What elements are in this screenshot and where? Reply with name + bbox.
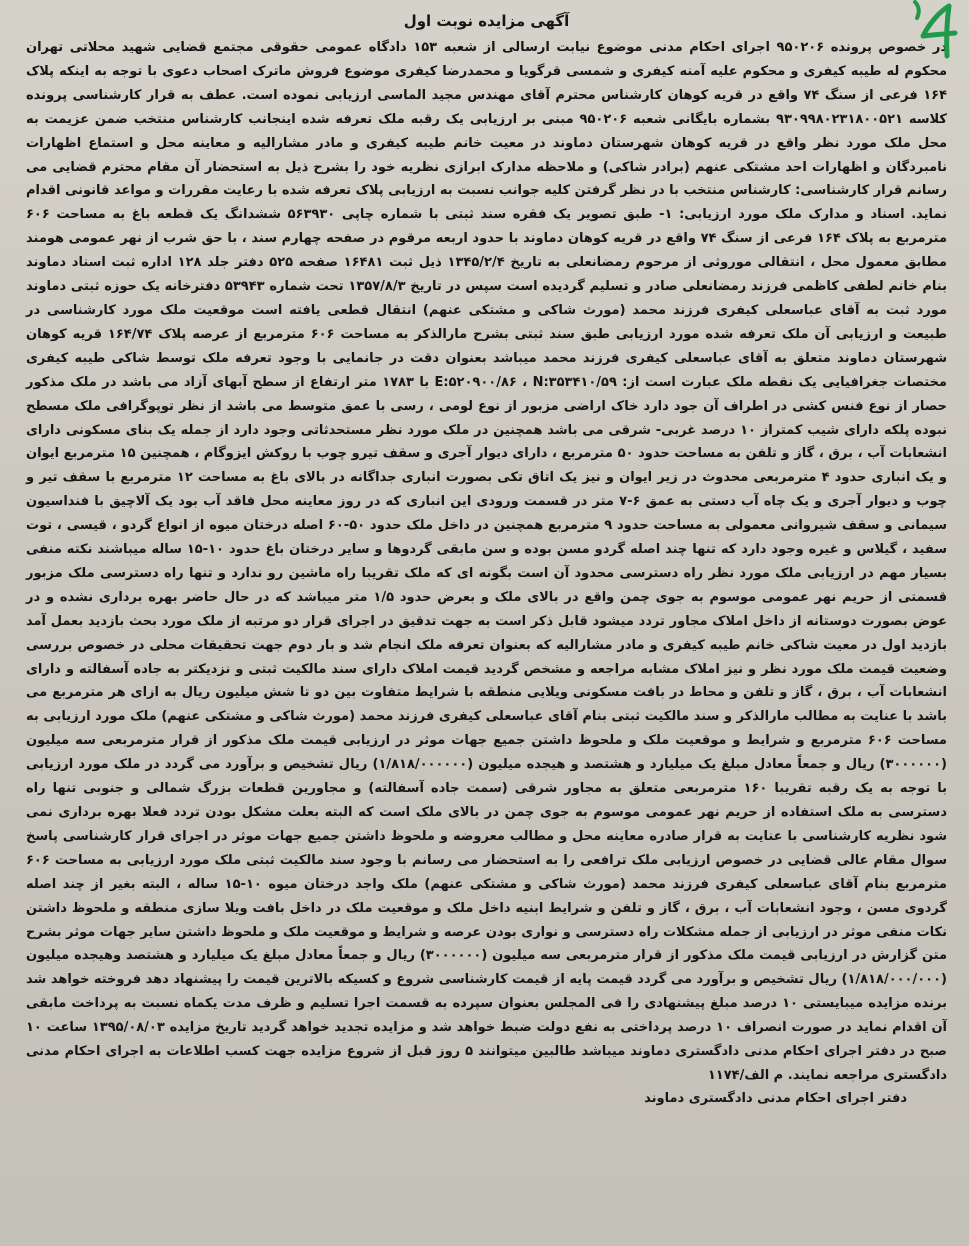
notice-body-text: در خصوص پرونده ۹۵۰۲۰۶ اجرای احکام مدنی موضوع نیابت ارسالی از شعبه ۱۵۳ دادگاه عمومی حقوقی مجتمع قضایی شهید محلاتی تهران محکوم له طیبه کیفری و محکوم علیه آمنه کیفری و شمسی قرگویا و محمدرضا کیفری موضوع فروش ماترک اصحاب دعوی با توجه به اینکه پلاک ۱۶۴ فرعی از سنگ ۷۴ واقع در قریه کوهان کارشناس محترم آقای مهندس مجید الماسی ارزیابی نموده است. عطف به قرار کارشناسی پرونده کلاسه ۹۳۰۹۹۸۰۲۳۱۸۰۰۵۲۱ بشماره بایگانی شعبه ۹۵۰۲۰۶ مبنی بر ارزیابی یک رقبه ملک تعرفه شده اینجانب کارشناس منتخب ضمن عزیمت به محل ملک مورد نظر واقع در قریه کوهان شهرستان دماوند در معیت خانم طیبه کیفری و مادر مشارالیه و معاینه محل و استماع اظهارات نامبردگان و اظهارات احد مشتکی عنهم (برادر شاکی) و ملاحظه مدارک ابرازی نظریه خود را بشرح ذیل به استحضار آن مقام محترم قضایی می رسانم قرار کارشناسی: کارشناس منتخب با در نظر گرفتن کلیه جوانب نسبت به ارزیابی پلاک تعرفه شده با رعایت مقررات و مواعد قانونی اقدام نماید. اسناد و مدارک ملک مورد ارزیابی: ۱- طبق تصویر یک فقره سند ثبتی با شماره چاپی ۵۶۳۹۳۰ ششدانگ یک قطعه باغ به مساحت ۶۰۶ مترمربع به پلاک ۱۶۴ فرعی از سنگ ۷۴ واقع در قریه کوهان دماوند با حدود اربعه مرقوم در صفحه چهارم سند ، با حق شرب از نهر عمومی هومند مطابق معمول محل ، انتقالی موروثی از مرحوم رمضانعلی به تاریخ ۱۳۴۵/۲/۴ ذیل ثبت ۱۶۴۸۱ صفحه ۵۲۵ دفتر جلد ۱۲۸ اداره ثبت اسناد دماوند بنام خانم لطفی کاظمی فرزند رمضانعلی صادر و تسلیم گردیده است سپس در تاریخ ۱۳۵۷/۸/۳ تحت شماره ۵۳۹۴۳ دفترخانه یک حوزه ثبتی دماوند مورد ثبت به آقای عباسعلی کیفری فرزند محمد (مورث شاکی و مشتکی عنهم) انتقال قطعی یافته است موقعیت ملک مورد کارشناسی در طبیعت و ارزیابی آن ملک تعرفه شده مورد ارزیابی طبق سند ثبتی بشرح مارالذکر به مساحت ۶۰۶ مترمربع از عرصه پلاک ۱۶۴/۷۴ قریه کوهان شهرستان دماوند متعلق به آقای عباسعلی کیفری فرزند محمد میباشد بعنوان دقت در جانمایی با وجود تعرفه ملک توسط شاکی طیبه کیفری مختصات جغرافیایی یک نقطه ملک عبارت است از: E:۵۲۰۹۰۰/۸۶ ، N:۳۵۳۴۱۰/۵۹ با ۱۷۸۳ متر ارتفاع از سطح آبهای آزاد می باشد در ملک مذکور حصار از نوع فنس کشی در اطراف آن جود دارد خاک اراضی مزبور از نوع لومی ، رسی با عمق متوسط می باشد از نظر توپوگرافی ملک مسطح نبوده پلکه دارای شیب کمتراز ۱۰ درصد غربی- شرقی می باشد همچنین در ملک مورد نظر مستحدثاتی وجود دارد از جمله یک بنای مسکونی دارای انشعابات آب ، برق ، گاز و تلفن به مساحت حدود ۵۰ مترمربع ، دارای دیوار آجری و سقف تیرو چوب با روکش ایزوگام ، همچنین ۱۵ مترمربع ایوان و یک انباری حدود ۴ مترمربعی محدوث در زیر ایوان و نیز یک اتاق تکی بصورت انباری جداگانه در بالای باغ به مساحت ۱۲ مترمربع با سقف تیر و چوب و دیوار آجری و یک چاه آب دستی به عمق ۶-۷ متر در قسمت ورودی این انباری که در روز معاینه محل فاقد آب بود یک آلاچیق با فنداسیون سیمانی و سقف شیروانی معمولی به مساحت حدود ۹ مترمربع همچنین در داخل ملک حدود ۵۰-۶۰ اصله درختان میوه از انواع گردو ، قیسی ، توت سفید ، گیلاس و غیره وجود دارد که تنها چند اصله گردو مسن بوده و سن مابقی گردوها و سایر درختان باغ حدود ۱۰-۱۵ ساله میباشند نکته منفی بسیار مهم در ارزیابی ملک مورد نظر راه دسترسی محدود آن است بگونه ای که ملک تقریبا راه ماشین رو ندارد و تنها راه دسترسی ملک مزبور قسمتی از حریم نهر عمومی موسوم به جوی چمن واقع در بالای ملک و بعرض حدود ۱/۵ متر میباشد که در حال حاضر بهره برداری نشده و در عوض بصورت دوستانه از داخل املاک مجاور تردد میشود قابل ذکر است به جهت تدقیق در اجرای قرار دو مرتبه از ملک مورد بحث بازدید بعمل آمد بازدید اول در معیت شاکی خانم طیبه کیفری و مادر مشارالیه که بعنوان تعرفه ملک انجام شد و بار دوم جهت تحقیقات محلی در خصوص بررسی وضعیت قیمت ملک مورد نظر و نیز املاک مشابه مراجعه و مشخص گردید قیمت املاک دارای سند مالکیت ثبتی و نزدیکتر به جاده آسفالته و دارای انشعابات آب ، برق ، گاز و تلفن و محاط در بافت مسکونی ویلایی منطقه با شرایط متفاوت بین دو تا شش میلیون ریال به ازای هر مترمربع می باشد با عنایت به مطالب مارالذکر و سند مالکیت ثبتی بنام آقای عباسعلی کیفری فرزند محمد (مورث شاکی و مشتکی عنهم) ملک مورد ارزیابی به مساحت ۶۰۶ مترمربع و شرایط و موقعیت ملک و ملحوظ داشتن جمیع جهات موثر در ارزیابی قیمت ملک مذکور از قرار مترمربعی سه میلیون (۳۰۰۰۰۰۰) ریال و جمعاً معادل مبلغ یک میلیارد و هشتصد و هیجده میلیون (۱/۸۱۸/۰۰۰۰۰۰) ریال تشخیص و برآورد می گردد در ملک مورد ارزیابی با توجه به یک رقبه تقریبا ۱۶۰ مترمربعی متعلق به مجاور شرقی (سمت جاده آسفالته) و مجاورین قطعات بزرگ شمالی و جنوبی تنها راه دسترسی به ملک استفاده از حریم نهر عمومی موسوم به جوی چمن در بالای ملک است که البته بعلت مشکل بودن تردد فعلا بهره برداری نمی شود نظریه کارشناسی با عنایت به قرار صادره معاینه محل و مطالب معروضه و ملحوظ داشتن جمیع جهات موثر در اجرای قرار کارشناسی پاسخ سوال مقام عالی قضایی در خصوص ارزیابی ملک ترافعی را به استحضار می رسانم با وجود سند مالکیت ثبتی ملک مورد ارزیابی به مساحت ۶۰۶ مترمربع بنام آقای عباسعلی کیفری فرزند محمد (مورث شاکی و مشتکی عنهم) ملک واجد درختان میوه ۱۰-۱۵ ساله ، البته بغیر از چند اصله گردوی مسن ، وجود انشعابات آب ، برق ، گاز و تلفن و شرایط ابنیه داخل ملک و موقعیت ملک در داخل بافت ویلا سازی منطقه و ملحوظ داشتن نکات منفی موثر در ارزیابی از جمله مشکلات راه دسترسی و نواری بودن عرصه و شرایط و موقعیت ملک و ملحوظ داشتن سایر جهات موثر بشرح متن گزارش در ارزیابی قیمت ملک مذکور از قرار مترمربعی سه میلیون (۳۰۰۰۰۰۰) ریال و جمعاً معادل مبلغ یک میلیارد و هشتصد وهیجده میلیون (۱/۸۱۸/۰۰۰/۰۰۰) ریال تشخیص و برآورد می گردد قیمت پایه از قیمت کارشناسی شروع و کسیکه بالاترین قیمت را پیشنهاد دهد فروخته خواهد شد برنده مزایده میبایستی ۱۰ درصد مبلغ پیشنهادی را فی المجلس بعنوان سپرده به قسمت اجرا تسلیم و ظرف مدت یکماه نسبت به پرداخت مابقی آن اقدام نماید در صورت انصراف ۱۰ درصد پرداختی به نفع دولت ضبط خواهد شد و مزایده تجدید خواهد گردید تاریخ مزایده ۱۳۹۵/۰۸/۰۳ ساعت ۱۰ صبح در دفتر اجرای احکام مدنی دادگستری دماوند میباشد طالبین میتوانند ۵ روز قبل از شروع مزایده جهت کسب اطلاعات به اجرای احکام مدنی دادگستری مراجعه نمایند. (25, 40, 948, 1083)
handwritten-page-number-mark (909, 0, 967, 62)
notice-reference-number: م الف/۱۱۷۴ (707, 1067, 784, 1083)
notice-signature: دفتر اجرای احکام مدنی دادگستری دماوند (644, 1090, 907, 1106)
notice-body (26, 36, 947, 1088)
notice-title: آگهی مزایده نوبت اول (403, 12, 570, 30)
